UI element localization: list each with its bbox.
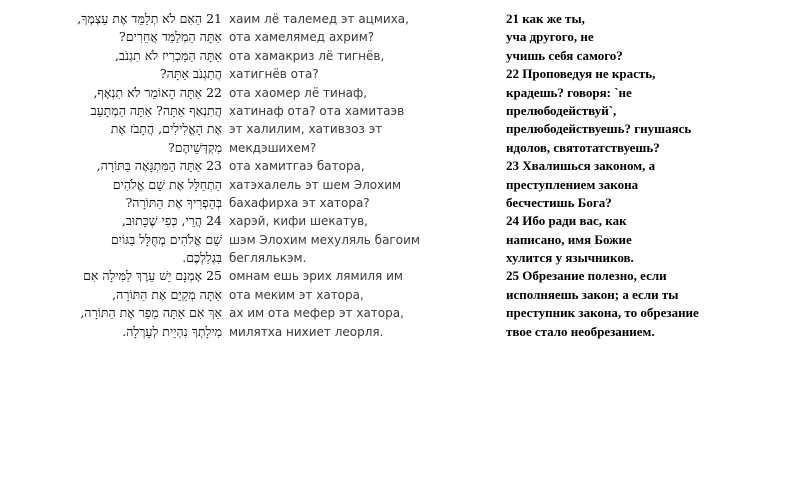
translit-line: беглялькэм. bbox=[229, 251, 307, 266]
hebrew-line: 23 אַתָּה הַמִּתְגָּאֶה בַּתּוֹרָה, bbox=[96, 158, 222, 174]
translit-line: харэй, кифи шекатув, bbox=[229, 214, 368, 229]
russian-line: бесчестишь Бога? bbox=[506, 194, 612, 210]
hebrew-line: שֵׁם אֱלֹהִים מְחֻלָּל בַּגּוֹיִם bbox=[110, 231, 222, 247]
russian-line: хулится у язычников. bbox=[506, 250, 634, 266]
hebrew-line: הֲתִנְאַף אַתָּה? אַתָּה הַמְתָעֵב bbox=[90, 102, 222, 118]
russian-line: написано, имя Божие bbox=[506, 231, 632, 247]
russian-line: преступник закона, то обрезание bbox=[506, 305, 699, 321]
hebrew-line: 22 אַתָּה הָאוֹמֵר לֹא תִנְאָף, bbox=[93, 84, 222, 100]
russian-line: преступлением закона bbox=[506, 176, 639, 192]
russian-line: прелюбодействуешь? гнушаясь bbox=[506, 121, 692, 137]
translit-line: ота хамакриз лё тигнёв, bbox=[229, 48, 385, 63]
translit-line: хатигнёв ота? bbox=[229, 67, 319, 82]
russian-line: уча другого, не bbox=[506, 29, 594, 45]
hebrew-line: אַךְ אִם אַתָּה מֵפֵר אֶת הַתּוֹרָה, bbox=[80, 305, 222, 321]
russian-line: прелюбодействуй`, bbox=[506, 102, 617, 118]
russian-line: 21 как же ты, bbox=[506, 11, 585, 26]
russian-line: учишь себя самого? bbox=[506, 47, 623, 63]
translit-line: хаим лё талемед эт ацмиха, bbox=[229, 12, 409, 26]
russian-line: идолов, святотатствуешь? bbox=[506, 139, 660, 155]
translit-line: ота меким эт хатора, bbox=[229, 287, 364, 302]
translit-line: эт халилим, хативзоз эт bbox=[229, 122, 383, 137]
hebrew-line: 25 אָמְנָם יֵשׁ עֵרֶךְ לַמִּילָה אִם bbox=[83, 268, 222, 284]
hebrew-line: אַתָּה הַמַּכְרִיז לֹא תִגְנֹב, bbox=[114, 47, 222, 63]
hebrew-line: 24 הֲרֵי, כְּפִי שֶׁכָּתוּב, bbox=[121, 213, 222, 229]
translit-line: ота хамелямед ахрим? bbox=[229, 30, 375, 45]
russian-line: крадешь? говоря: `не bbox=[506, 84, 632, 100]
hebrew-line: אֶת הָאֱלִילִים, הֲתָבֹז אֶת bbox=[110, 121, 222, 137]
russian-line: 25 Обрезание полезно, если bbox=[506, 268, 667, 284]
russian-line: 24 Ибо ради вас, как bbox=[506, 213, 627, 229]
translit-line: бахафирха эт хатора? bbox=[229, 195, 370, 210]
translit-line: омнам ешь эрих лямиля им bbox=[229, 269, 403, 284]
hebrew-line: בְּהַפְרִיךָ אֶת הַתּוֹרָה? bbox=[125, 194, 222, 210]
translit-line: хатинаф ота? ота хамитаэв bbox=[229, 103, 405, 118]
translit-line: ота хаомер лё тинаф, bbox=[229, 85, 368, 100]
hebrew-line: אַתָּה מְקַיֵּם אֶת הַתּוֹרָה, bbox=[112, 286, 222, 302]
translit-line: ах им ота мефер эт хатора, bbox=[229, 306, 404, 321]
hebrew-column bbox=[40, 10, 222, 341]
russian-line: твое стало необрезанием. bbox=[506, 323, 655, 339]
translit-line: милятха нихиет леорля. bbox=[229, 324, 384, 339]
russian-line: 23 Хвалишься законом, а bbox=[506, 158, 656, 174]
hebrew-line: הֲתִגְנֹב אַתָּה? bbox=[159, 66, 222, 82]
hebrew-line: מִקְדְּשֵׁיהֶם? bbox=[168, 139, 222, 155]
translit-line: хатэхалель эт шем Элохим bbox=[229, 177, 402, 192]
translit-line: ота хамитгаэ батора, bbox=[229, 159, 365, 174]
translit-line: мекдэшихем? bbox=[229, 140, 317, 155]
russian-column bbox=[506, 10, 796, 341]
hebrew-line: הַתְחַלֵּל אֶת שֵׁם אֱלֹהִים bbox=[112, 176, 222, 192]
transliteration-column bbox=[229, 10, 479, 341]
hebrew-line: מִילָתְךָ נִהְיֵית לְעָרְלָה. bbox=[122, 323, 222, 339]
hebrew-line: 21 הַאִם לֹא תְלַמֵּד אֶת עַצְמְךָ, bbox=[77, 11, 222, 26]
translit-line: шэм Элохим мехуляль багоим bbox=[229, 232, 420, 247]
russian-line: исполняешь закон; а если ты bbox=[506, 286, 679, 302]
hebrew-line: בִּגְלַלְכֶם. bbox=[182, 250, 222, 266]
hebrew-line: אַתָּה הַמְלַמֵּד אֲחֵרִים? bbox=[119, 29, 222, 45]
russian-line: 22 Проповедуя не красть, bbox=[506, 66, 656, 82]
